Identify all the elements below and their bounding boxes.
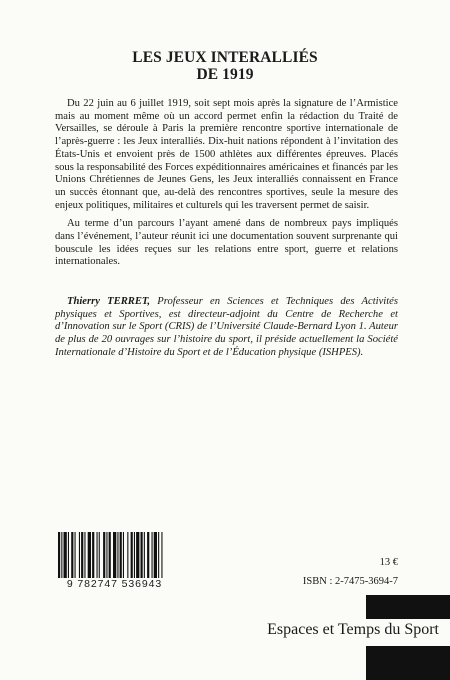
author-bio <box>55 296 398 360</box>
summary-paragraph-2: Au terme d’un parcours l’ayant amené dans de nombreux pays impliqués dans l’événement, l’auteur réunit ici une documentation souvent surprenante qui bouscule les idées reçues sur les relations entre sport, guerre et relations internationales. <box>55 218 398 268</box>
title-line-2: DE 1919 <box>196 66 254 83</box>
barcode-bar <box>61 532 62 582</box>
barcode-bar <box>84 532 85 582</box>
barcode-bar <box>134 532 135 582</box>
summary-paragraph-1: Du 22 juin au 6 juillet 1919, soit sept mois après la signature de l’Armistice mais au moment même où un accord permet enfin la rédaction du Traité de Versailles, se déroule à Paris la première rencontre sportive internationale de l’après-guerre : les Jeux interalliés. Dix-huit nations répondent à l’invitation des États-Unis et envoient près de 1500 athlètes aux différentes épreuves. Placés sous la responsabilité des Forces expéditionnaires américaines et financés par les Unions Chrétiennes de Jeunes Gens, les Jeux interalliés connaissent en France un succès étonnant que, au-delà des rencontres sportives, seule la mesure des enjeux politiques, militaires et culturels qui les traversent permet de saisir. <box>55 98 399 211</box>
barcode-bar <box>99 532 100 582</box>
barcode-bar <box>154 532 157 582</box>
barcode-bar <box>158 532 159 582</box>
barcode-bar <box>97 532 98 582</box>
barcode-bar <box>75 532 76 582</box>
barcode-bar <box>123 532 124 582</box>
back-cover-summary <box>55 98 398 269</box>
barcode-bar <box>136 532 139 582</box>
barcode-bar <box>147 532 149 582</box>
title-line-1: LES JEUX INTERALLIÉS <box>132 49 318 66</box>
black-band-bottom <box>366 646 450 680</box>
barcode-bar <box>106 532 107 582</box>
barcode-bar <box>64 532 67 582</box>
isbn: ISBN : 2-7475-3694-7 <box>302 576 398 587</box>
barcode-bar <box>88 532 91 582</box>
barcode-digits: 9 782747 536943 <box>57 578 172 590</box>
barcode-bars <box>57 532 172 582</box>
collection-name: Espaces et Temps du Sport <box>267 621 439 638</box>
barcode-bar <box>117 532 118 582</box>
barcode-bar <box>92 532 94 582</box>
author-bio-text: Professeur en Sciences et Techniques des Activités physiques et Sportives, est directeur-adjoint du Centre de Recherche et d’Innovation sur le Sport (CRIS) de l’Université Claude-Bernard Lyon 1. Auteur de plus de 20 ouvrages sur l’histoire du sport, il préside actuellement la Société Internationale d’Histoire du Sport et de l’Éducation physique (ISHPES). <box>55 296 398 358</box>
black-band-top <box>366 595 450 619</box>
price: 13 € <box>379 557 398 568</box>
barcode-bar <box>68 532 69 582</box>
barcode-bar <box>103 532 105 582</box>
barcode-bar <box>109 532 111 582</box>
barcode-bar <box>141 532 143 582</box>
barcode-bar <box>131 532 133 582</box>
barcode-bar <box>81 532 83 582</box>
barcode-bar <box>161 532 162 582</box>
barcode-bar <box>120 532 122 582</box>
barcode-bar <box>79 532 80 582</box>
barcode-bar <box>58 532 60 582</box>
barcode-bar <box>152 532 153 582</box>
barcode-bar <box>113 532 116 582</box>
barcode-bar <box>71 532 73 582</box>
author-name: Thierry TERRET, <box>67 296 151 307</box>
barcode-bar <box>144 532 145 582</box>
barcode-bar <box>127 532 128 582</box>
book-title <box>0 49 450 83</box>
